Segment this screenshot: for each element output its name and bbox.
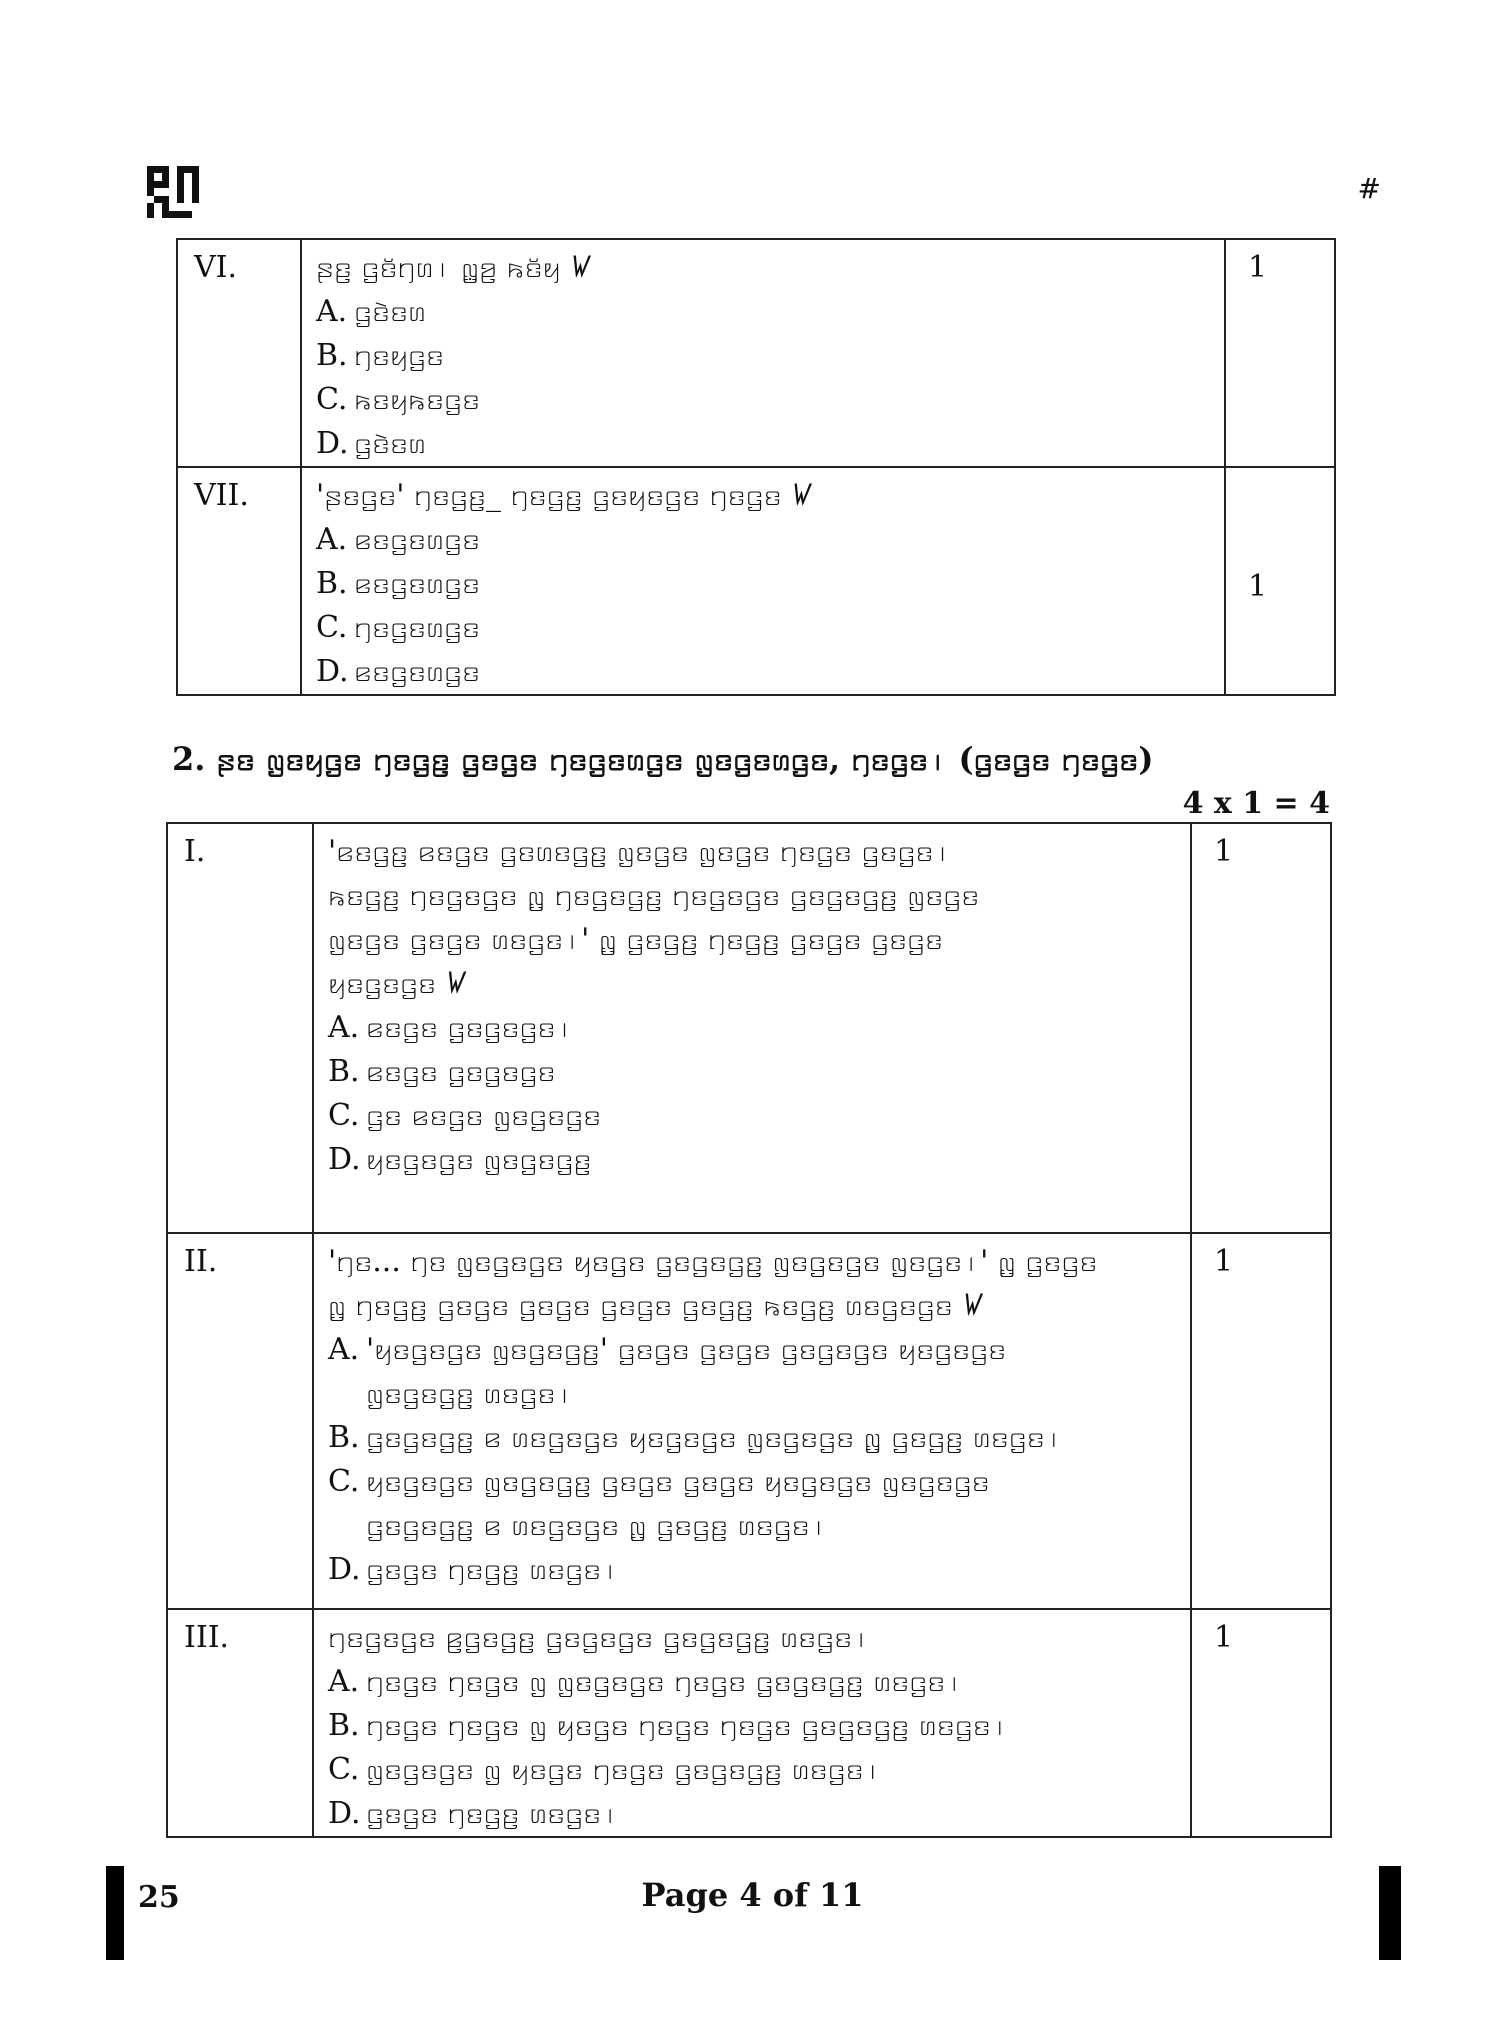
option-text: ꤚꤢꤞꤢ ꤚꤢꤞꤢ ꤜ ꤜꤢꤞꤢꤞꤢ ꤚꤢꤞꤢ ꤞꤢꤞꤢꤞꤢ꤬ ꤛꤢꤞꤢ꤯ [366, 1664, 964, 1699]
footer-code: 25 [138, 1880, 180, 1915]
answer-option [316, 518, 1212, 562]
option-label: C. [328, 1464, 360, 1499]
corner-mark: # [1357, 172, 1381, 205]
option-text: ꤞꤢꤧꤢꤛ [354, 294, 426, 329]
marks-cell: 1 [1191, 1609, 1331, 1837]
option-label: D. [328, 1796, 361, 1831]
answer-option [328, 1748, 1178, 1792]
option-label: B. [328, 1708, 360, 1743]
question-body [301, 239, 1225, 467]
option-label: B. [328, 1054, 360, 1089]
question-row [167, 823, 1331, 1233]
marks-cell: 1 [1191, 823, 1331, 1233]
option-text: ꤟꤢꤞꤢꤞꤢ ꤜꤢꤞꤢꤞꤢ꤬ [366, 1142, 592, 1177]
answer-option [328, 1372, 1178, 1416]
option-label: B. [316, 566, 348, 601]
answer-option [328, 1050, 1178, 1094]
answer-option [328, 1460, 1178, 1504]
option-text: ꤚꤢꤞꤢ ꤚꤢꤞꤢ ꤜ ꤟꤢꤞꤢ ꤚꤢꤞꤢ ꤚꤢꤞꤢ ꤞꤢꤞꤢꤞꤢ꤬ ꤛꤢꤞꤢ꤯ [366, 1708, 1009, 1743]
option-text: ꤞꤢꤞꤢ ꤚꤢꤞꤢ꤬ ꤛꤢꤞꤢ꤯ [366, 1796, 620, 1831]
question-text-line: ꤜ꤬ ꤚꤢꤞꤢ꤬ ꤞꤢꤞꤢ ꤞꤢꤞꤢ ꤞꤢꤞꤢ ꤞꤢꤞꤢ꤬ ꤒꤢꤞꤢ꤬ ꤛꤢꤞꤢꤞꤢ ꤿ [328, 1288, 983, 1323]
option-label: A. [328, 1664, 360, 1699]
question-number: II. [167, 1233, 313, 1609]
question-text-line: ꤚꤢꤞꤢꤞꤢ ꤕ꤬ꤞꤢꤞꤢ꤬ ꤞꤢꤞꤢꤞꤢ ꤞꤢꤞꤢꤞꤢ꤬ ꤛꤢꤞꤢ꤯ [328, 1620, 871, 1655]
answer-option [328, 1416, 1178, 1460]
option-text: 'ꤟꤢꤞꤢꤞꤢ ꤜꤢꤞꤢꤞꤢ꤬' ꤞꤢꤞꤢ ꤞꤢꤞꤢ ꤞꤢꤞꤢꤞꤢ ꤟꤢꤞꤢꤞꤢ [366, 1332, 1007, 1367]
footer-right-bar [1379, 1866, 1401, 1960]
option-label: D. [328, 1552, 361, 1587]
answer-option [328, 1504, 1178, 1548]
question-table-1 [176, 238, 1336, 696]
question-body [301, 467, 1225, 695]
option-text: ꤕꤢꤞꤢꤛꤞꤢ [354, 654, 480, 689]
question-number: III. [167, 1609, 313, 1837]
option-text: ꤞꤢꤧꤢꤛ [354, 426, 426, 461]
question-number: VII. [177, 467, 301, 695]
answer-option [316, 422, 1212, 466]
option-text: ꤞꤢꤞꤢ ꤚꤢꤞꤢ꤬ ꤛꤢꤞꤢ꤯ [366, 1552, 620, 1587]
qr-code-icon [147, 166, 199, 218]
question-text-line: 'ꤚꤢ... ꤚꤢ ꤜꤢꤞꤢꤞꤢ ꤟꤢꤞꤢ ꤞꤢꤞꤢꤞꤢ꤬ ꤜꤢꤞꤢꤞꤢ ꤜꤢꤞꤢ꤯' ꤜ꤬ ꤞꤢꤞꤢ [328, 1244, 1098, 1279]
option-text: ꤞꤢꤞꤢꤞꤢ꤬ ꤕ ꤛꤢꤞꤢꤞꤢ ꤟꤢꤞꤢꤞꤢ ꤜꤢꤞꤢꤞꤢ ꤜ꤬ ꤞꤢꤞꤢ꤬ ꤛꤢꤞꤢ꤯ [366, 1420, 1063, 1455]
option-text: ꤞꤢꤞꤢꤞꤢ꤬ ꤕ ꤛꤢꤞꤢꤞꤢ ꤜ꤬ ꤞꤢꤞꤢ꤬ ꤛꤢꤞꤢ꤯ [366, 1508, 828, 1543]
answer-option [316, 378, 1212, 422]
answer-option [316, 650, 1212, 694]
option-text: ꤟꤢꤞꤢꤞꤢ ꤜꤢꤞꤢꤞꤢ꤬ ꤞꤢꤞꤢ ꤞꤢꤞꤢ ꤟꤢꤞꤢꤞꤢ ꤜꤢꤞꤢꤞꤢ [366, 1464, 990, 1499]
question-number: I. [167, 823, 313, 1233]
option-text: ꤜꤢꤞꤢꤞꤢ ꤜ ꤟꤢꤞꤢ ꤚꤢꤞꤢ ꤞꤢꤞꤢꤞꤢ꤬ ꤛꤢꤞꤢ꤯ [366, 1752, 882, 1787]
marks-cell: 1 [1225, 239, 1335, 467]
option-label: C. [328, 1752, 360, 1787]
option-label: B. [316, 338, 348, 373]
section-2-heading: 2. ꤔꤢ ꤜꤢꤟꤞꤢ ꤚꤢꤞꤢ꤬ ꤞꤢꤞꤢ ꤚꤢꤞꤢꤛꤞꤢ ꤜꤢꤞꤢꤛꤞꤢ, ꤚꤢꤞꤢ꤯ (ꤞꤢꤞꤢ ꤚꤢꤞꤢ) [172, 740, 1154, 778]
option-label: D. [328, 1142, 361, 1177]
option-label: B. [328, 1420, 360, 1455]
answer-option [316, 562, 1212, 606]
question-body [313, 1233, 1191, 1609]
question-row [177, 467, 1335, 695]
question-body [313, 1609, 1191, 1837]
answer-option [328, 1704, 1178, 1748]
question-table-2 [166, 822, 1332, 1838]
question-text-line: ꤟꤢꤞꤢꤞꤢ ꤿ [328, 966, 466, 1001]
page-number: Page 4 of 11 [641, 1876, 864, 1914]
marks-cell: 1 [1191, 1233, 1331, 1609]
answer-option [316, 606, 1212, 650]
option-label: C. [328, 1098, 360, 1133]
option-label: C. [316, 610, 348, 645]
option-text: ꤕꤢꤞꤢꤛꤞꤢ [354, 522, 480, 557]
question-body [313, 823, 1191, 1233]
question-text-line: ꤒꤢꤞꤢ꤬ ꤚꤢꤞꤢꤞꤢ ꤜ꤬ ꤚꤢꤞꤢꤞꤢ꤬ ꤚꤢꤞꤢꤞꤢ ꤞꤢꤞꤢꤞꤢ꤬ ꤜꤢꤞꤢ [328, 878, 980, 913]
answer-option [328, 1792, 1178, 1836]
section-2-score: 4 x 1 = 4 [1182, 786, 1330, 821]
question-row [167, 1609, 1331, 1837]
option-label: D. [316, 426, 349, 461]
marks-cell: 1 [1225, 467, 1335, 695]
question-number: VI. [177, 239, 301, 467]
option-text: ꤒꤢꤟꤒꤢꤞꤢ [354, 382, 480, 417]
question-text: ꤔꤢ꤬ ꤞꤢꤩꤚꤛ꤯ ꤜ꤭ꤤ꤬ ꤒꤢꤩꤟ ꤿ [316, 250, 591, 285]
answer-option [328, 1138, 1178, 1182]
answer-option [328, 1094, 1178, 1138]
answer-option [316, 334, 1212, 378]
option-text: ꤕꤢꤞꤢ ꤞꤢꤞꤢꤞꤢ꤯ [366, 1010, 574, 1045]
option-label: A. [316, 522, 348, 557]
question-text-line: ꤜꤢꤞꤢ ꤞꤢꤞꤢ ꤛꤢꤞꤢ꤯' ꤜ꤬ ꤞꤢꤞꤢ꤬ ꤚꤢꤞꤢ꤬ ꤞꤢꤞꤢ ꤞꤢꤞꤢ [328, 922, 943, 957]
option-label: D. [316, 654, 349, 689]
option-label: A. [316, 294, 348, 329]
option-label: C. [316, 382, 348, 417]
answer-option [328, 1660, 1178, 1704]
answer-option [328, 1328, 1178, 1372]
option-text: ꤕꤢꤞꤢꤛꤞꤢ [354, 566, 480, 601]
answer-option [328, 1548, 1178, 1592]
question-row [177, 239, 1335, 467]
option-text: ꤚꤢꤞꤢꤛꤞꤢ [354, 610, 480, 645]
option-text: ꤕꤢꤞꤢ ꤞꤢꤞꤢꤞꤢ [366, 1054, 556, 1089]
option-text: ꤚꤢꤟꤞꤢ [354, 338, 444, 373]
question-row [167, 1233, 1331, 1609]
option-text: ꤞꤢ ꤕꤢꤞꤢ ꤜꤢꤞꤢꤞꤢ [366, 1098, 602, 1133]
option-text: ꤜꤢꤞꤢꤞꤢ꤬ ꤛꤢꤞꤢ꤯ [366, 1376, 574, 1411]
question-text: 'ꤔꤢꤞꤢ' ꤚꤢꤞꤢ꤬_ ꤚꤢꤞꤢ꤬ ꤞꤢꤟꤢꤞꤢ ꤚꤢꤞꤢ ꤿ [316, 478, 812, 513]
question-text-line: 'ꤕꤢꤞꤢ꤬ ꤕꤢꤞꤢ ꤞꤢꤛꤢꤞꤢ꤬ ꤜꤢꤞꤢ ꤜꤢꤞꤢ ꤚꤢꤞꤢ ꤞꤢꤞꤢ꤯ [328, 834, 952, 869]
option-label: A. [328, 1332, 360, 1367]
option-label: A. [328, 1010, 360, 1045]
answer-option [316, 290, 1212, 334]
answer-option [328, 1006, 1178, 1050]
